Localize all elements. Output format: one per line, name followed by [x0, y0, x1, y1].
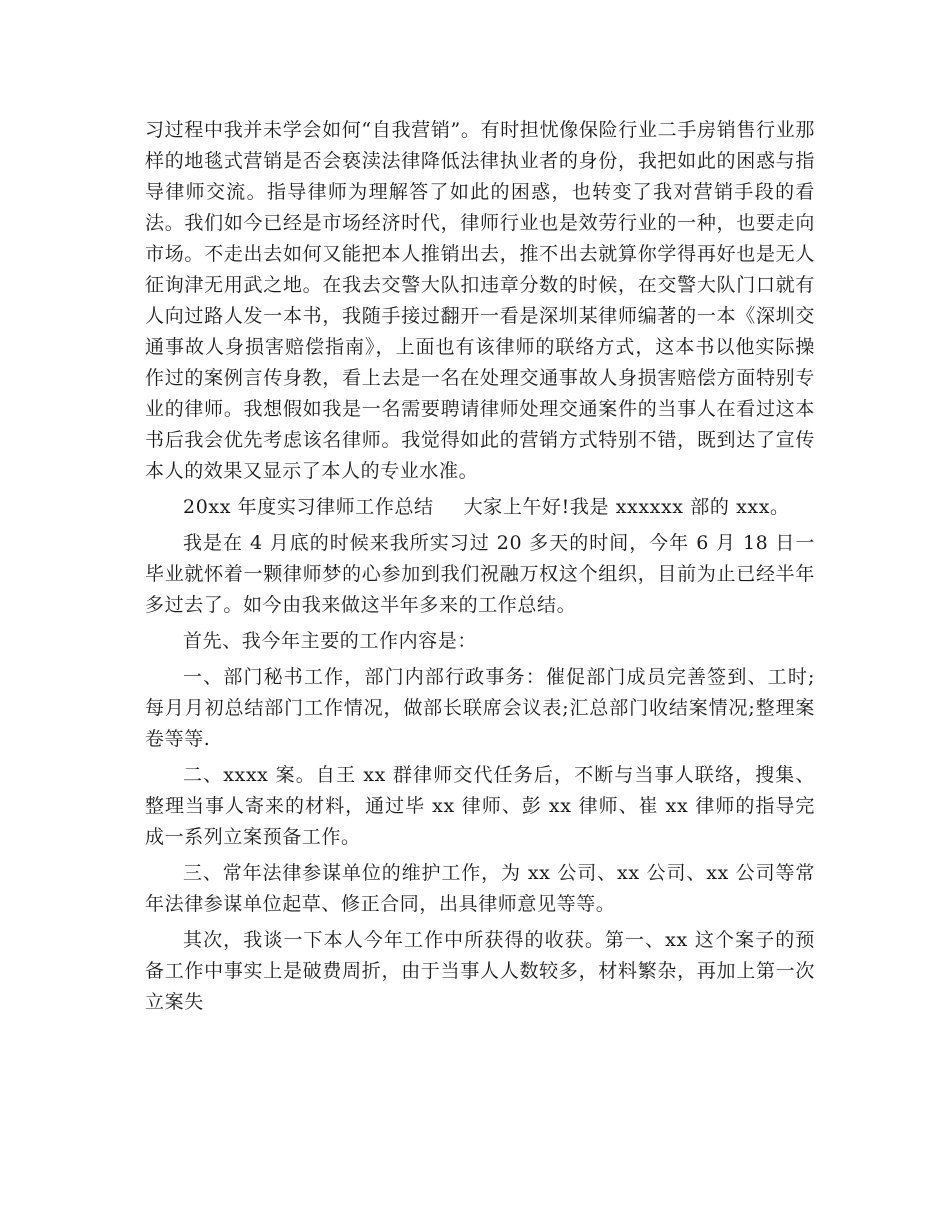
summary-title: 20xx 年度实习律师工作总结: [183, 496, 434, 518]
paragraph-internship-intro: 我是在 4 月底的时候来我所实习过 20 多天的时间，今年 6 月 18 日一毕业就怀着一颗律师梦的心参加到我们祝融万权这个组织，目前为止已经半年多过去了。如今由我来做这半年多来的工作总结。: [145, 532, 815, 616]
greeting-text: 大家上午好!我是 xxxxxx 部的 xxx。: [463, 496, 790, 518]
paragraph-work-content-heading: 首先、我今年主要的工作内容是：: [183, 630, 478, 652]
paragraph-summary-heading: [145, 492, 815, 523]
paragraph-item-legal-advisor: 三、常年法律参谋单位的维护工作，为 xx 公司、xx 公司、xx 公司等常年法律参谋单位起草、修正合同，出具律师意见等等。: [145, 862, 815, 915]
paragraph-item-case: 二、xxxx 案。自王 xx 群律师交代任务后，不断与当事人联络，搜集、整理当事人寄来的材料，通过毕 xx 律师、彭 xx 律师、崔 xx 律师的指导完成一系列立案预备工作。: [145, 764, 815, 848]
paragraph-item-secretary: 一、部门秘书工作，部门内部行政事务：催促部门成员完善签到、工时;每月月初总结部门工作情况，做部长联席会议表;汇总部门收结案情况;整理案卷等等.: [145, 666, 815, 750]
document-body: [145, 115, 815, 1018]
paragraph-gains: 其次，我谈一下本人今年工作中所获得的收获。第一、xx 这个案子的预备工作中事实上是破费周折，由于当事人人数较多，材料繁杂，再加上第一次立案失: [145, 929, 815, 1013]
paragraph-self-marketing: 习过程中我并未学会如何“自我营销”。有时担忧像保险行业二手房销售行业那样的地毯式营销是否会亵渎法律降低法律执业者的身份，我把如此的困惑与指导律师交流。指导律师为理解答了如此的困惑，也转变了我对营销手段的看法。我们如今已经是市场经济时代，律师行业也是效劳行业的一种，也要走向市场。不走出去如何又能把本人推销出去，推不出去就算你学得再好也是无人征询津无用武之地。在我去交警大队扣违章分数的时候，在交警大队门口就有人向过路人发一本书，我随手接过翻开一看是深圳某律师编著的一本《深圳交通事故人身损害赔偿指南》，上面也有该律师的联络方式，这本书以他实际操作过的案例言传身教，看上去是一名在处理交通事故人身损害赔偿方面特别专业的律师。我想假如我是一名需要聘请律师处理交通案件的当事人在看过这本书后我会优先考虑该名律师。我觉得如此的营销方式特别不错，既到达了宣传本人的效果又显示了本人的专业水准。: [145, 119, 815, 482]
